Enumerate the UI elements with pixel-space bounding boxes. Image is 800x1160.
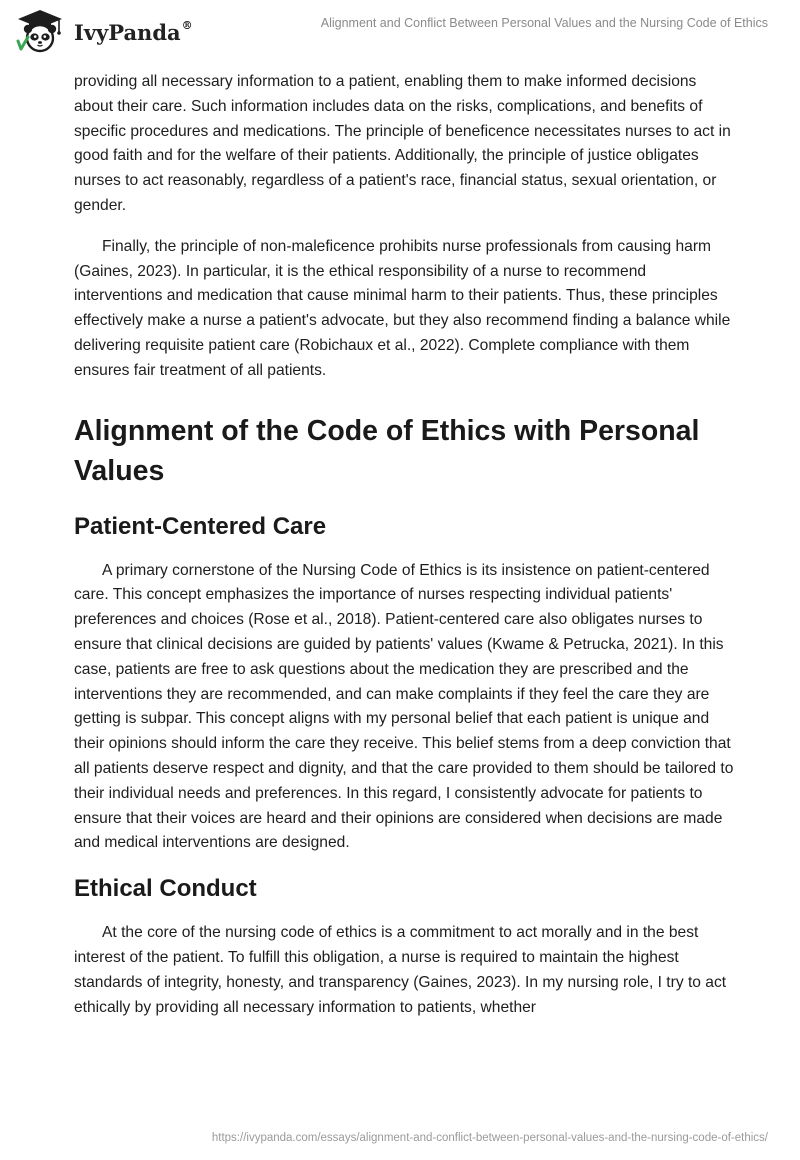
paragraph: A primary cornerstone of the Nursing Code of Ethics is its insistence on patient-centered care. This concept emphasizes the importance of nurses respecting individual patients' preferences and choices (Rose et al., 2018). Patient-centered care also obligates nurses to ensure that clinical decisions are guided by patients' values (Kwame & Petrucka, 2021). In this case, patients are free to ask questions about the medication they are prescribed and the interventions they are recommended, and can make complaints if they feel the care they are getting is subpar. This concept aligns with my personal belief that each patient is unique and their opinions should inform the care they receive. This belief stems from a deep conviction that all patients deserve respect and dignity, and that the care provided to them should be tailored to their individual needs and preferences. In this regard, I consistently advocate for patients to ensure that their voices are heard and their opinions are considered when decisions are made and medical interventions are designed. bbox=[74, 561, 734, 852]
document-title: Alignment and Conflict Between Personal Values and the Nursing Code of Ethics bbox=[320, 16, 768, 30]
essay-content bbox=[74, 70, 734, 1020]
page-header bbox=[0, 0, 800, 62]
paragraph: At the core of the nursing code of ethics is a commitment to act morally and in the best interest of the patient. To fulfill this obligation, a nurse is required to maintain the highest standards of integrity, honesty, and transparency (Gaines, 2023). In my nursing role, I try to act ethically by providing all necessary information to patients, whether bbox=[74, 924, 727, 1016]
subsection-heading: Patient-Centered Care bbox=[74, 512, 327, 540]
paragraph: providing all necessary information to a patient, enabling them to make informed decisions about their care. Such information includes data on the risks, complications, and benefits of specific procedures and medications. The principle of beneficence necessitates nurses to act in good faith and for the welfare of their patients. Additionally, the principle of justice obligates nurses to act reasonably, regardless of a patient's race, financial status, sexual orientation, or gender. bbox=[74, 73, 731, 214]
logo-wordmark: IvyPanda® bbox=[74, 18, 193, 45]
panda-graduate-icon bbox=[14, 8, 66, 54]
source-url-link[interactable]: https://ivypanda.com/essays/alignment-and-conflict-between-personal-values-and-the-nursing-code-of-ethics/ bbox=[211, 1132, 768, 1144]
section-heading: Alignment of the Code of Ethics with Personal Values bbox=[74, 414, 700, 487]
paragraph: Finally, the principle of non-maleficence prohibits nurse professionals from causing harm (Gaines, 2023). In particular, it is the ethical responsibility of a nurse to recommend interventions and medication that cause minimal harm to their patients. Thus, these principles effectively make a nurse a patient's advocate, but they also recommend finding a balance while delivering requisite patient care (Robichaux et al., 2022). Complete compliance with them ensures fair treatment of all patients. bbox=[74, 237, 731, 379]
ivypanda-logo[interactable] bbox=[14, 8, 193, 54]
registered-mark: ® bbox=[181, 18, 193, 32]
subsection-heading: Ethical Conduct bbox=[74, 875, 257, 903]
